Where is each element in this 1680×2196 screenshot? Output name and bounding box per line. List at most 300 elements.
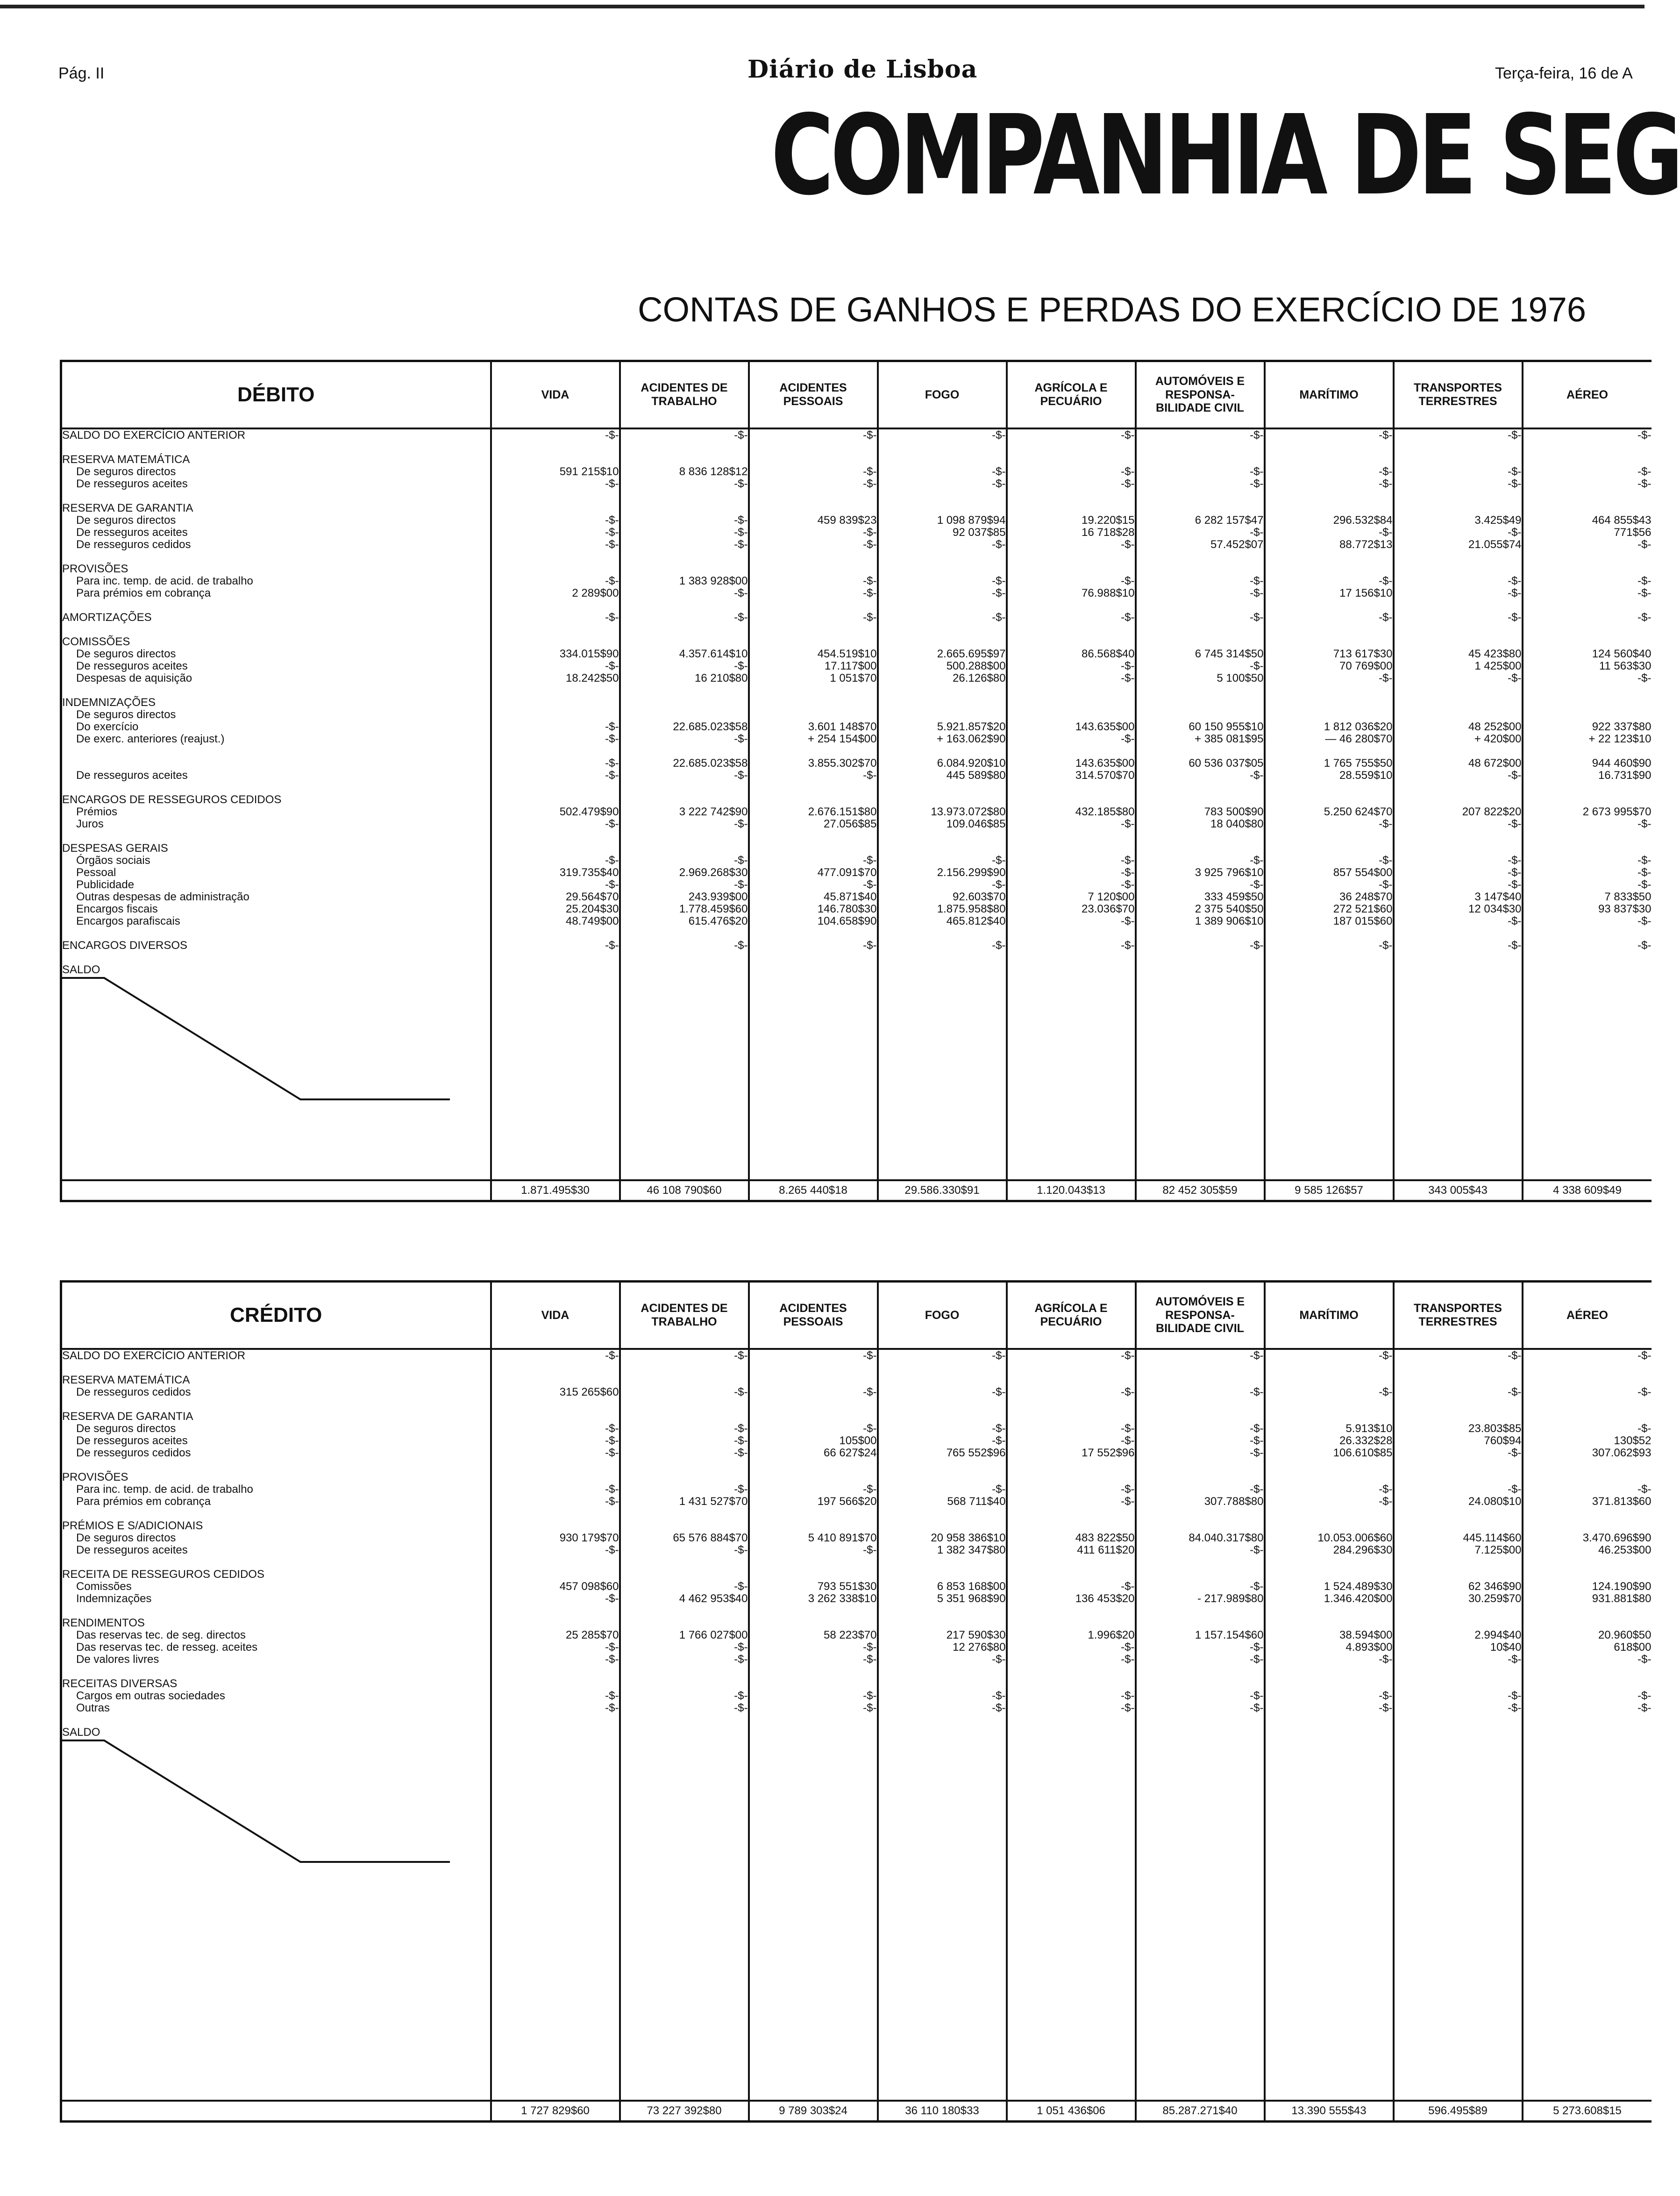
- value-group: [1266, 1411, 1393, 1459]
- value-cell: [1266, 697, 1393, 709]
- value-cell: -$-: [1250, 1422, 1264, 1435]
- value-cell: 23.803$85: [1468, 1422, 1522, 1435]
- debit-values-column: [1394, 428, 1523, 1180]
- value-cell: 5.250 624$70: [1324, 806, 1393, 818]
- value-cell: [621, 563, 748, 575]
- value-cell: 8 836 128$12: [679, 465, 748, 478]
- value-cell: -$-: [1637, 1653, 1652, 1666]
- value-cell: -$-: [992, 429, 1006, 442]
- value-cell: [1395, 697, 1522, 709]
- value-cell: -$-: [992, 465, 1006, 478]
- value-cell: 5.913$10: [1345, 1422, 1393, 1435]
- value-cell: -$-: [734, 733, 748, 745]
- value-cell: -$-: [992, 854, 1006, 867]
- row-label: Das reservas tec. de seg. directos: [76, 1629, 246, 1641]
- row-group-labels: [62, 563, 490, 599]
- value-group: [1266, 1471, 1393, 1508]
- value-cell: 1.778.459$60: [679, 903, 748, 915]
- value-group: [621, 1520, 748, 1556]
- value-group: [621, 1374, 748, 1398]
- value-group: [1395, 1569, 1522, 1605]
- value-cell: [1395, 842, 1522, 855]
- page-number: Pág. II: [58, 64, 105, 82]
- value-group: [879, 1569, 1006, 1605]
- saldo-label: SALDO: [62, 1726, 100, 1739]
- value-cell: 4.357.614$10: [679, 648, 748, 660]
- value-cell: [879, 1520, 1006, 1532]
- value-cell: -$-: [1121, 1495, 1135, 1508]
- value-group: [492, 612, 619, 624]
- value-cell: 445.114$60: [1463, 1532, 1522, 1544]
- value-cell: [1266, 709, 1393, 721]
- value-cell: -$-: [1508, 526, 1522, 539]
- value-cell: -$-: [1379, 1702, 1393, 1714]
- value-cell: 109.046$85: [946, 818, 1006, 830]
- value-cell: 1 812 036$20: [1324, 720, 1393, 733]
- value-cell: -$-: [863, 587, 877, 599]
- value-cell: 307.788$80: [1204, 1495, 1264, 1508]
- value-cell: [1008, 502, 1135, 514]
- value-cell: -$-: [605, 1495, 619, 1508]
- value-cell: [1395, 636, 1522, 648]
- value-cell: 48 672$00: [1468, 757, 1522, 770]
- row-group-title: INDEMNIZAÇÕES: [62, 696, 156, 709]
- value-cell: 136 453$20: [1075, 1592, 1135, 1605]
- value-cell: -$-: [1121, 1653, 1135, 1666]
- value-group: [750, 842, 877, 927]
- value-cell: -$-: [1637, 1702, 1652, 1714]
- value-group: [621, 1617, 748, 1666]
- value-cell: -$-: [1637, 575, 1652, 587]
- value-cell: [1008, 1569, 1135, 1581]
- value-group: [879, 697, 1006, 745]
- value-group: [621, 1678, 748, 1714]
- column-header: AUTOMÓVEIS E RESPONSA- BILIDADE CIVIL: [1136, 361, 1265, 429]
- value-cell: [1266, 563, 1393, 575]
- value-cell: -$-: [1250, 854, 1264, 867]
- value-cell: 7 120$00: [1088, 891, 1135, 903]
- value-cell: [879, 794, 1006, 806]
- row-group-labels: [62, 612, 490, 624]
- credit-values-column: [491, 1349, 620, 2101]
- row-label: Das reservas tec. de resseg. aceites: [76, 1641, 258, 1654]
- value-cell: -$-: [605, 514, 619, 527]
- value-cell: 1 389 906$10: [1195, 915, 1264, 927]
- value-cell: 60 150 955$10: [1189, 720, 1264, 733]
- value-group: [879, 1411, 1006, 1459]
- value-group: [750, 563, 877, 599]
- value-cell: -$-: [863, 1422, 877, 1435]
- value-group: [750, 940, 877, 952]
- value-cell: -$-: [992, 1653, 1006, 1666]
- value-cell: 130$52: [1614, 1434, 1652, 1447]
- value-cell: [1137, 1411, 1264, 1423]
- value-group: [1266, 1569, 1393, 1605]
- value-group: [1137, 1471, 1264, 1508]
- row-group-title: RECEITAS DIVERSAS: [62, 1677, 178, 1690]
- value-cell: 1 425$00: [1474, 660, 1522, 672]
- value-cell: -$-: [1637, 878, 1652, 891]
- value-cell: -$-: [1508, 1483, 1522, 1496]
- value-cell: 3 925 796$10: [1195, 866, 1264, 879]
- value-group: [492, 1350, 619, 1362]
- value-group: [1137, 1617, 1264, 1666]
- value-cell: + 22 123$10: [1588, 733, 1652, 745]
- value-cell: -$-: [1637, 1422, 1652, 1435]
- value-cell: [750, 636, 877, 648]
- value-group: [750, 1471, 877, 1508]
- value-group: [879, 563, 1006, 599]
- value-cell: -$-: [1508, 478, 1522, 490]
- value-cell: 1 157.154$60: [1195, 1629, 1264, 1641]
- row-label: Pessoal: [76, 866, 116, 879]
- value-cell: -$-: [1379, 818, 1393, 830]
- value-cell: [1266, 502, 1393, 514]
- value-cell: -$-: [992, 1349, 1006, 1362]
- value-group: [1395, 1374, 1522, 1398]
- value-cell: 5 410 891$70: [808, 1532, 877, 1544]
- value-group: [879, 1471, 1006, 1508]
- value-cell: -$-: [734, 818, 748, 830]
- value-group: [1395, 502, 1522, 551]
- value-cell: + 385 081$95: [1195, 733, 1264, 745]
- value-cell: [1137, 1569, 1264, 1581]
- value-cell: -$-: [605, 1483, 619, 1496]
- value-cell: -$-: [1121, 939, 1135, 952]
- value-cell: 2.969.268$30: [679, 866, 748, 879]
- value-cell: [1008, 1678, 1135, 1690]
- value-cell: [1008, 794, 1135, 806]
- value-cell: 92.603$70: [953, 891, 1006, 903]
- value-cell: [1523, 502, 1652, 514]
- value-cell: -$-: [1250, 1386, 1264, 1398]
- value-cell: -$-: [1121, 611, 1135, 624]
- row-label: De valores livres: [76, 1653, 159, 1666]
- value-cell: -$-: [605, 1349, 619, 1362]
- credit-side-header: CRÉDITO: [61, 1282, 491, 1349]
- value-cell: [750, 502, 877, 514]
- value-cell: 143.635$00: [1075, 720, 1135, 733]
- value-group: [879, 940, 1006, 952]
- value-cell: -$-: [1379, 1495, 1393, 1508]
- row-group-title: RESERVA MATEMÁTICA: [62, 1374, 190, 1386]
- value-cell: -$-: [1508, 939, 1522, 952]
- value-cell: -$-: [1508, 854, 1522, 867]
- value-cell: 713 617$30: [1333, 648, 1393, 660]
- value-cell: 371.813$60: [1592, 1495, 1652, 1508]
- value-group: [1137, 429, 1264, 442]
- value-cell: [1395, 1374, 1522, 1386]
- row-group-title: COMISSÕES: [62, 635, 130, 648]
- value-cell: -$-: [734, 660, 748, 672]
- value-cell: -$-: [734, 1702, 748, 1714]
- value-cell: -$-: [1379, 526, 1393, 539]
- value-cell: [492, 1471, 619, 1483]
- total-cell: 1.871.495$30: [491, 1180, 620, 1201]
- row-label: De exerc. anteriores (reajust.): [76, 733, 225, 745]
- debit-row-labels: [61, 428, 491, 1180]
- value-cell: [1137, 1520, 1264, 1532]
- value-group: [492, 429, 619, 442]
- value-group: [879, 1350, 1006, 1362]
- value-cell: [750, 1374, 877, 1386]
- value-cell: 146.780$30: [817, 903, 877, 915]
- value-cell: -$-: [1379, 1653, 1393, 1666]
- column-header: FOGO: [878, 361, 1007, 429]
- value-cell: -$-: [863, 526, 877, 539]
- value-cell: [750, 1678, 877, 1690]
- value-cell: 92 037$85: [953, 526, 1006, 539]
- row-group-labels: [62, 429, 490, 442]
- value-cell: 76.988$10: [1082, 587, 1135, 599]
- row-group-labels: [62, 1617, 490, 1666]
- value-group: [1266, 794, 1393, 830]
- value-cell: 334.015$90: [559, 648, 619, 660]
- value-cell: 568 711$40: [947, 1495, 1006, 1508]
- value-cell: -$-: [992, 1690, 1006, 1702]
- value-group: [879, 502, 1006, 551]
- value-cell: [750, 1520, 877, 1532]
- value-cell: -$-: [1250, 478, 1264, 490]
- value-cell: 197 566$20: [817, 1495, 877, 1508]
- value-group: [1395, 1471, 1522, 1508]
- value-cell: -$-: [1637, 1386, 1652, 1398]
- value-cell: 17 552$96: [1082, 1447, 1135, 1459]
- value-cell: -$-: [1121, 854, 1135, 867]
- value-cell: -$-: [1637, 611, 1652, 624]
- value-cell: 10$40: [1490, 1641, 1522, 1654]
- value-cell: 284.296$30: [1333, 1544, 1393, 1556]
- totals-label-cell: [61, 1180, 491, 1201]
- value-cell: [879, 563, 1006, 575]
- value-cell: -$-: [605, 429, 619, 442]
- value-cell: 16 210$80: [695, 672, 748, 684]
- row-group-labels: [62, 454, 490, 490]
- value-cell: 16.731$90: [1598, 769, 1652, 782]
- value-cell: -$-: [734, 1690, 748, 1702]
- value-cell: 7 833$50: [1604, 891, 1652, 903]
- value-cell: -$-: [1637, 818, 1652, 830]
- value-cell: -$-: [1121, 866, 1135, 879]
- value-cell: -$-: [863, 429, 877, 442]
- value-cell: [1266, 636, 1393, 648]
- value-cell: 6.084.920$10: [937, 757, 1006, 770]
- value-cell: [1008, 842, 1135, 855]
- value-cell: [1008, 709, 1135, 721]
- value-cell: -$-: [1121, 733, 1135, 745]
- column-header: ACIDENTES DE TRABALHO: [620, 1282, 749, 1349]
- value-cell: -$-: [605, 1702, 619, 1714]
- value-cell: -$-: [992, 587, 1006, 599]
- value-cell: 20 958 386$10: [931, 1532, 1006, 1544]
- value-cell: -$-: [1637, 478, 1652, 490]
- value-cell: 28.559$10: [1339, 769, 1393, 782]
- value-cell: [492, 842, 619, 855]
- column-header: TRANSPORTES TERRESTRES: [1394, 361, 1523, 429]
- value-group: [1523, 636, 1652, 684]
- value-cell: [492, 709, 619, 721]
- credit-header-row: [61, 1282, 1652, 1349]
- value-cell: 1 765 755$50: [1324, 757, 1393, 770]
- row-group-title: SALDO DO EXERCÍCIO ANTERIOR: [62, 429, 246, 442]
- value-cell: [1523, 454, 1652, 466]
- value-cell: [1523, 794, 1652, 806]
- row-label: Para inc. temp. de acid. de trabalho: [76, 1483, 253, 1496]
- value-cell: -$-: [1508, 878, 1522, 891]
- value-cell: -$-: [605, 818, 619, 830]
- value-cell: [879, 1374, 1006, 1386]
- value-cell: -$-: [1250, 660, 1264, 672]
- value-cell: 11 563$30: [1599, 660, 1652, 672]
- value-cell: -$-: [1508, 1386, 1522, 1398]
- row-group-title: PROVISÕES: [62, 1471, 128, 1483]
- value-cell: -$-: [1508, 915, 1522, 927]
- value-group: [1523, 794, 1652, 830]
- value-cell: [1008, 1471, 1135, 1483]
- value-cell: -$-: [1250, 465, 1264, 478]
- row-group-labels: [62, 1411, 490, 1459]
- debit-values-column: [491, 428, 620, 1180]
- value-cell: 411 611$20: [1077, 1544, 1135, 1556]
- value-cell: [1008, 1411, 1135, 1423]
- value-cell: -$-: [992, 1386, 1006, 1398]
- value-cell: [1395, 1411, 1522, 1423]
- value-group: [879, 454, 1006, 490]
- value-group: [1008, 1678, 1135, 1714]
- value-cell: 4 462 953$40: [679, 1592, 748, 1605]
- value-cell: 12 276$80: [953, 1641, 1006, 1654]
- row-group-title: [62, 757, 490, 770]
- value-cell: 502.479$90: [559, 806, 619, 818]
- value-cell: -$-: [1250, 587, 1264, 599]
- value-group: [1523, 757, 1652, 782]
- value-cell: -$-: [1121, 1349, 1135, 1362]
- value-cell: 16 718$28: [1082, 526, 1135, 539]
- value-cell: 930 179$70: [559, 1532, 619, 1544]
- value-group: [1008, 502, 1135, 551]
- value-group: [492, 842, 619, 927]
- total-cell: 596.495$89: [1394, 2101, 1523, 2122]
- value-cell: [1395, 1678, 1522, 1690]
- value-group: [492, 1617, 619, 1666]
- value-group: [879, 636, 1006, 684]
- value-group: [1137, 1374, 1264, 1398]
- value-cell: [1523, 1569, 1652, 1581]
- value-cell: -$-: [605, 575, 619, 587]
- value-cell: 454.519$10: [817, 648, 877, 660]
- value-cell: -$-: [605, 757, 619, 770]
- column-header: FOGO: [878, 1282, 1007, 1349]
- saldo-line: [62, 1740, 450, 1862]
- value-cell: 30.259$70: [1468, 1592, 1522, 1605]
- value-group: [1137, 612, 1264, 624]
- value-cell: -$-: [1637, 915, 1652, 927]
- value-cell: 3.470.696$90: [1582, 1532, 1652, 1544]
- value-group: [1523, 842, 1652, 927]
- value-cell: 793 551$30: [817, 1580, 877, 1593]
- value-group: [1266, 1350, 1393, 1362]
- value-cell: -$-: [1121, 915, 1135, 927]
- value-group: [750, 1569, 877, 1605]
- value-group: [492, 1471, 619, 1508]
- value-cell: -$-: [734, 1386, 748, 1398]
- row-group-title: PRÉMIOS E S/ADICIONAIS: [62, 1519, 203, 1532]
- value-cell: -$-: [734, 1447, 748, 1459]
- value-cell: -$-: [734, 526, 748, 539]
- value-group: [1137, 1411, 1264, 1459]
- value-cell: [879, 1569, 1006, 1581]
- value-group: [621, 1411, 748, 1459]
- value-cell: -$-: [863, 854, 877, 867]
- value-group: [1523, 502, 1652, 551]
- value-cell: -$-: [605, 1592, 619, 1605]
- value-group: [1008, 1617, 1135, 1666]
- value-group: [1266, 563, 1393, 599]
- value-cell: -$-: [605, 526, 619, 539]
- total-cell: 9 789 303$24: [749, 2101, 878, 2122]
- row-label: Outras despesas de administração: [76, 891, 249, 903]
- credit-table: [60, 1280, 1652, 2123]
- value-cell: -$-: [734, 538, 748, 551]
- value-cell: 217 590$30: [946, 1629, 1006, 1641]
- value-cell: -$-: [734, 478, 748, 490]
- value-cell: 70 769$00: [1339, 660, 1393, 672]
- value-cell: -$-: [1379, 611, 1393, 624]
- value-group: [1395, 612, 1522, 624]
- row-label: De resseguros aceites: [76, 769, 188, 782]
- value-cell: [1137, 563, 1264, 575]
- value-cell: [1395, 709, 1522, 721]
- value-group: [621, 502, 748, 551]
- column-header: VIDA: [491, 361, 620, 429]
- saldo-line: [62, 978, 450, 1099]
- value-cell: [1395, 502, 1522, 514]
- value-cell: -$-: [863, 478, 877, 490]
- row-label: Comissões: [76, 1580, 132, 1593]
- value-group: [750, 612, 877, 624]
- value-cell: [1137, 709, 1264, 721]
- value-cell: [492, 1520, 619, 1532]
- value-group: [492, 697, 619, 745]
- saldo-diagonal: [57, 1726, 459, 1913]
- value-group: [492, 1374, 619, 1398]
- value-cell: -$-: [1250, 1653, 1264, 1666]
- value-group: [1395, 1350, 1522, 1362]
- value-cell: -$-: [863, 611, 877, 624]
- row-label: De resseguros aceites: [76, 478, 188, 490]
- value-cell: 38.594$00: [1339, 1629, 1393, 1641]
- value-group: [492, 940, 619, 952]
- row-group-labels: [62, 940, 490, 952]
- value-group: [492, 757, 619, 782]
- value-cell: -$-: [1637, 538, 1652, 551]
- value-group: [879, 429, 1006, 442]
- value-cell: -$-: [1121, 878, 1135, 891]
- value-cell: [750, 709, 877, 721]
- value-group: [1008, 1520, 1135, 1556]
- value-cell: 457 098$60: [559, 1580, 619, 1593]
- value-cell: 57.452$07: [1210, 538, 1264, 551]
- debit-body-row: [61, 428, 1652, 1180]
- value-cell: -$-: [1250, 1702, 1264, 1714]
- value-cell: [492, 1678, 619, 1690]
- value-cell: [1395, 454, 1522, 466]
- value-cell: -$-: [734, 587, 748, 599]
- value-group: [1395, 454, 1522, 490]
- value-group: [1137, 842, 1264, 927]
- value-cell: 333 459$50: [1204, 891, 1264, 903]
- value-cell: -$-: [863, 1690, 877, 1702]
